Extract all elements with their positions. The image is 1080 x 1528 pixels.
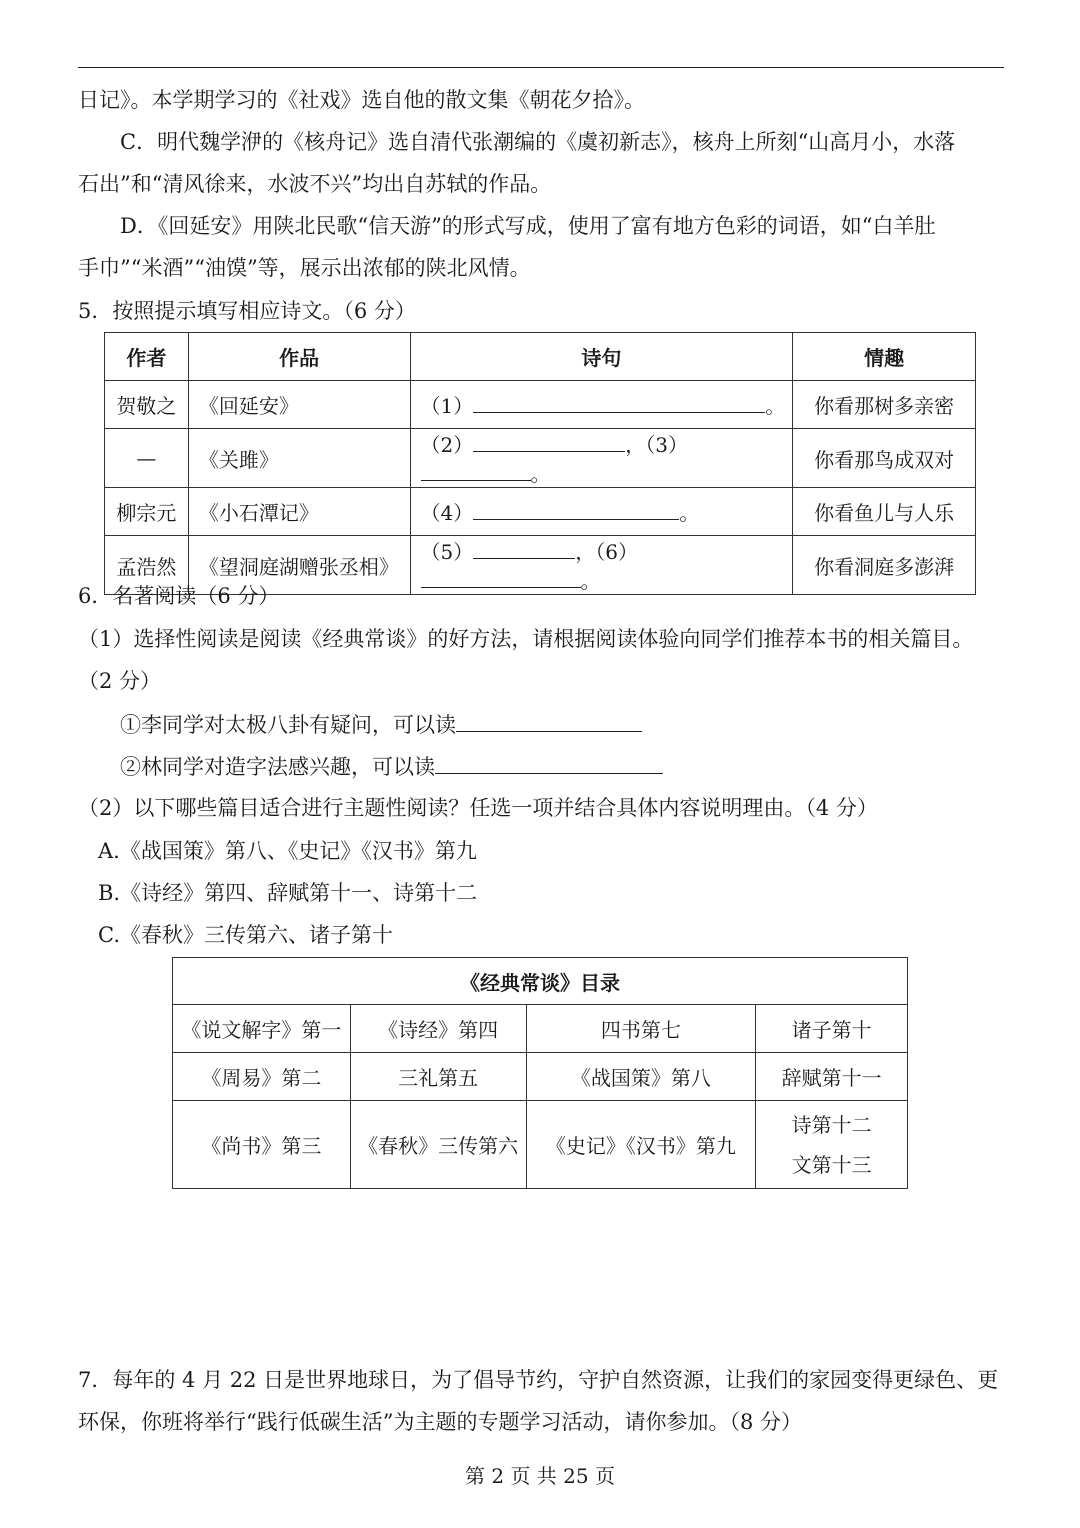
blank-label: （6） — [595, 540, 638, 564]
answer-blank-1[interactable] — [473, 390, 765, 413]
catalog-cell-line: 诗第十二 — [791, 1112, 872, 1137]
verse-sep: ， — [575, 540, 596, 564]
option-d-line1: D．《回延安》用陕北民歌“信天游”的形式写成，使用了富有地方色彩的词语，如“白羊肚 — [120, 214, 936, 238]
header-work: 作品 — [188, 333, 410, 381]
header-verse: 诗句 — [410, 333, 793, 381]
mood-cell: 你看鱼儿与人乐 — [793, 488, 976, 536]
blank-label: （5） — [420, 540, 474, 564]
author-cell: 孟浩然 — [105, 536, 189, 595]
catalog-table — [172, 957, 908, 1189]
catalog-cell-line: 文第十三 — [791, 1152, 872, 1177]
q6-part1-line2: （2 分） — [78, 669, 162, 693]
verse-end: 。 — [765, 394, 786, 418]
catalog-cell: 《春秋》三传第六 — [350, 1101, 526, 1189]
question-5-title: 5．按照提示填写相应诗文。（6 分） — [78, 299, 416, 323]
blank-label: （2） — [420, 433, 474, 457]
blank-label: （3） — [645, 433, 688, 457]
mood-cell: 你看那鸟成双对 — [793, 429, 976, 488]
q6-part2: （2）以下哪些篇目适合进行主题性阅读？任选一项并结合具体内容说明理由。（4 分） — [78, 796, 878, 820]
top-rule — [78, 67, 1004, 68]
blank-label: （4） — [420, 501, 474, 525]
q6-item-2 — [120, 751, 1050, 781]
header-author: 作者 — [105, 333, 189, 381]
answer-blank-2[interactable] — [473, 429, 625, 452]
author-cell: 贺敬之 — [105, 381, 189, 429]
table-row — [105, 488, 976, 536]
verse-end: 。 — [530, 462, 551, 486]
work-cell: 《望洞庭湖赠张丞相》 — [188, 536, 410, 595]
work-cell: 《回延安》 — [188, 381, 410, 429]
verse-cell — [410, 429, 793, 488]
intro-line: 日记》。本学期学习的《社戏》选自他的散文集《朝花夕拾》。 — [78, 88, 645, 112]
poem-table — [104, 332, 976, 595]
answer-blank-item-2[interactable] — [435, 751, 663, 774]
answer-blank-4[interactable] — [473, 497, 679, 520]
verse-end: 。 — [580, 569, 601, 593]
page-footer: 第 2 页 共 25 页 — [465, 1464, 615, 1488]
catalog-cell-stacked — [756, 1101, 908, 1189]
catalog-cell: 《诗经》第四 — [350, 1005, 526, 1053]
catalog-cell: 四书第七 — [526, 1005, 756, 1053]
table-row — [105, 429, 976, 488]
author-cell: 柳宗元 — [105, 488, 189, 536]
table-row — [173, 1005, 908, 1053]
q6-item-1 — [120, 709, 1050, 739]
catalog-cell: 三礼第五 — [350, 1053, 526, 1101]
catalog-title: 《经典常谈》目录 — [173, 958, 908, 1005]
work-cell: 《小石潭记》 — [188, 488, 410, 536]
verse-cell — [410, 488, 793, 536]
catalog-cell: 《史记》《汉书》第九 — [526, 1101, 756, 1189]
catalog-header-row — [173, 958, 908, 1005]
header-mood: 情趣 — [793, 333, 976, 381]
answer-blank-item-1[interactable] — [456, 709, 642, 732]
verse-cell — [410, 381, 793, 429]
mood-cell: 你看那树多亲密 — [793, 381, 976, 429]
q6-option-a: A.《战国策》第八、《史记》《汉书》第九 — [98, 839, 477, 863]
table-row — [173, 1053, 908, 1101]
author-cell: — — [105, 429, 189, 488]
catalog-cell: 《尚书》第三 — [173, 1101, 351, 1189]
answer-blank-3[interactable] — [421, 458, 531, 481]
verse-end: 。 — [679, 501, 700, 525]
q6-part1-line1: （1）选择性阅读是阅读《经典常谈》的好方法，请根据阅读体验向同学们推荐本书的相关篇目。 — [78, 627, 974, 651]
catalog-cell: 《说文解字》第一 — [173, 1005, 351, 1053]
catalog-cell: 《周易》第二 — [173, 1053, 351, 1101]
q6-item-2-text: ②林同学对造字法感兴趣，可以读 — [120, 755, 435, 779]
table-row — [105, 381, 976, 429]
q6-option-c: C.《春秋》三传第六、诸子第十 — [98, 923, 393, 947]
option-d-line2: 手巾”“米酒”“油馍”等，展示出浓郁的陕北风情。 — [78, 256, 531, 280]
q6-option-b: B.《诗经》第四、辞赋第十一、诗第十二 — [98, 881, 478, 905]
question-6-title: 6．名著阅读（6 分） — [78, 584, 280, 608]
catalog-cell: 辞赋第十一 — [756, 1053, 908, 1101]
blank-label: （1） — [420, 394, 474, 418]
question-7-line1: 7．每年的 4 月 22 日是世界地球日，为了倡导节约，守护自然资源，让我们的家园变得更绿色、更 — [78, 1368, 999, 1392]
table-row — [173, 1101, 908, 1189]
option-c-line1: C．明代魏学洢的《核舟记》选自清代张潮编的《虞初新志》，核舟上所刻“山高月小，水落 — [120, 130, 956, 154]
answer-blank-5[interactable] — [473, 536, 575, 559]
option-c-line2: 石出”和“清风徐来，水波不兴”均出自苏轼的作品。 — [78, 172, 552, 196]
verse-sep: ， — [625, 433, 646, 457]
poem-table-header — [105, 333, 976, 381]
question-7-line2: 环保，你班将举行“践行低碳生活”为主题的专题学习活动，请你参加。（8 分） — [78, 1410, 803, 1434]
catalog-cell: 诸子第十 — [756, 1005, 908, 1053]
mood-cell: 你看洞庭多澎湃 — [793, 536, 976, 595]
work-cell: 《关雎》 — [188, 429, 410, 488]
catalog-cell: 《战国策》第八 — [526, 1053, 756, 1101]
q6-item-1-text: ①李同学对太极八卦有疑问，可以读 — [120, 713, 456, 737]
